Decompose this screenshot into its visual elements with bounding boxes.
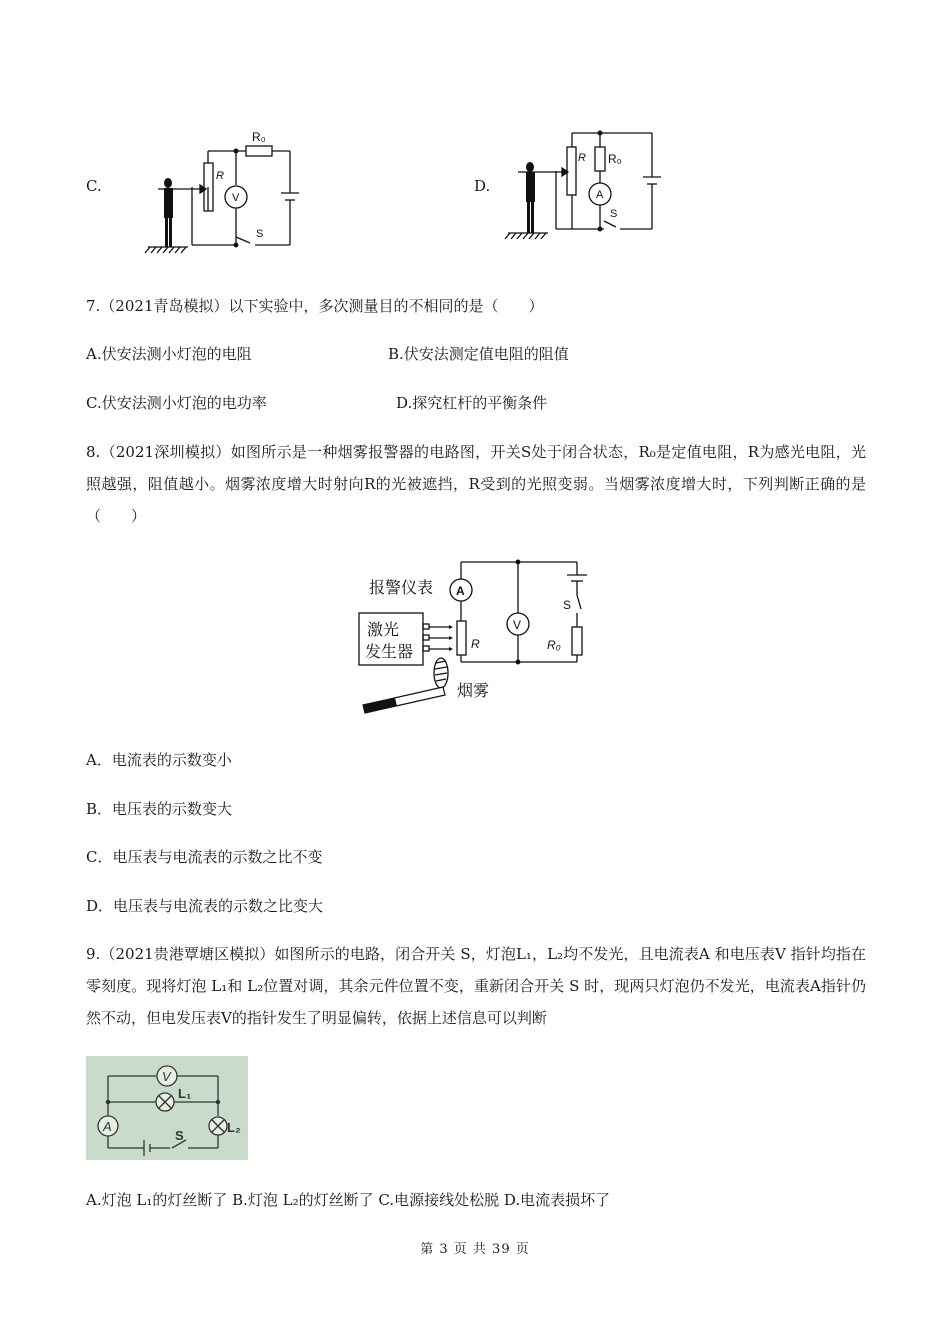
q9-options: A.灯泡 L₁的灯丝断了 B.灯泡 L₂的灯丝断了 C.电源接线处松脱 D.电流表损坏了	[86, 1191, 611, 1209]
q7-option-a: A.伏安法测小灯泡的电阻	[86, 345, 252, 363]
page-footer: 第 3 页 共 39 页	[420, 1242, 530, 1257]
resistor-r-label: R	[471, 637, 480, 651]
label-r-c: R	[216, 170, 224, 182]
label-r0-d: R₀	[608, 152, 622, 166]
q7-option-d: D.探究杠杆的平衡条件	[396, 394, 548, 412]
q9-ammeter-label: A	[103, 1119, 112, 1134]
laser-label-line1: 激光	[367, 622, 400, 639]
q7-option-b: B.伏安法测定值电阻的阻值	[388, 345, 569, 363]
smoke-label: 烟雾	[457, 683, 490, 700]
option-c-label: C.	[86, 177, 102, 195]
option-d-label: D.	[474, 177, 491, 195]
q9-l2-label: L₂	[227, 1120, 241, 1135]
q8-option-c: C．电压表与电流表的示数之比不变	[86, 848, 323, 866]
q9-voltmeter-label: V	[162, 1069, 171, 1084]
q8-option-b: B．电压表的示数变大	[86, 800, 233, 818]
q7-option-c: C.伏安法测小灯泡的电功率	[86, 394, 267, 412]
q9-switch-label: S	[175, 1128, 184, 1143]
voltmeter-label: V	[513, 618, 522, 632]
q9-stem: 9.（2021贵港覃塘区模拟）如图所示的电路，闭合开关 S，灯泡L₁，L₂均不发光，且电流表A 和电压表V 指针均指在零刻度。现将灯泡 L₁和 L₂位置对调，其余元件位置不变，重新闭合开关 S 时，现两只灯泡仍不发光，电流表A指针仍然不动，但电发压表V的指针发生了明显偏转，依据上述信息可以判断	[86, 945, 866, 1027]
smoke-alarm-figure	[355, 555, 600, 720]
q8-option-a: A．电流表的示数变小	[86, 751, 232, 769]
switch-label-c: S	[256, 228, 264, 240]
switch-label: S	[563, 598, 572, 612]
q8-option-d: D．电压表与电流表的示数之比变大	[86, 897, 324, 915]
q9-l1-label: L₁	[178, 1086, 192, 1101]
q7-stem: 7.（2021青岛模拟）以下实验中，多次测量目的不相同的是（ ）	[86, 297, 544, 315]
alarm-meter-label: 报警仪表	[369, 580, 434, 597]
ammeter-label-d: A	[596, 189, 604, 201]
circuit-figure-c	[140, 125, 310, 260]
label-r-d: R	[578, 152, 586, 164]
laser-label-line2: 发生器	[365, 644, 414, 661]
lamp-circuit-figure	[86, 1056, 248, 1160]
ammeter-label: A	[456, 584, 465, 598]
voltmeter-label-c: V	[232, 192, 240, 204]
q8-stem: 8.（2021深圳模拟）如图所示是一种烟雾报警器的电路图，开关S处于闭合状态，R₀是定值电阻，R为感光电阻，光照越强，阻值越小。烟雾浓度增大时射向R的光被遮挡，R受到的光照变弱。当烟雾浓度增大时，下列判断正确的是（ ）	[86, 443, 866, 525]
resistor-r0-label: R₀	[547, 638, 561, 652]
switch-label-d: S	[610, 208, 618, 220]
label-r0-c: R₀	[252, 130, 266, 144]
circuit-figure-d	[500, 125, 670, 240]
